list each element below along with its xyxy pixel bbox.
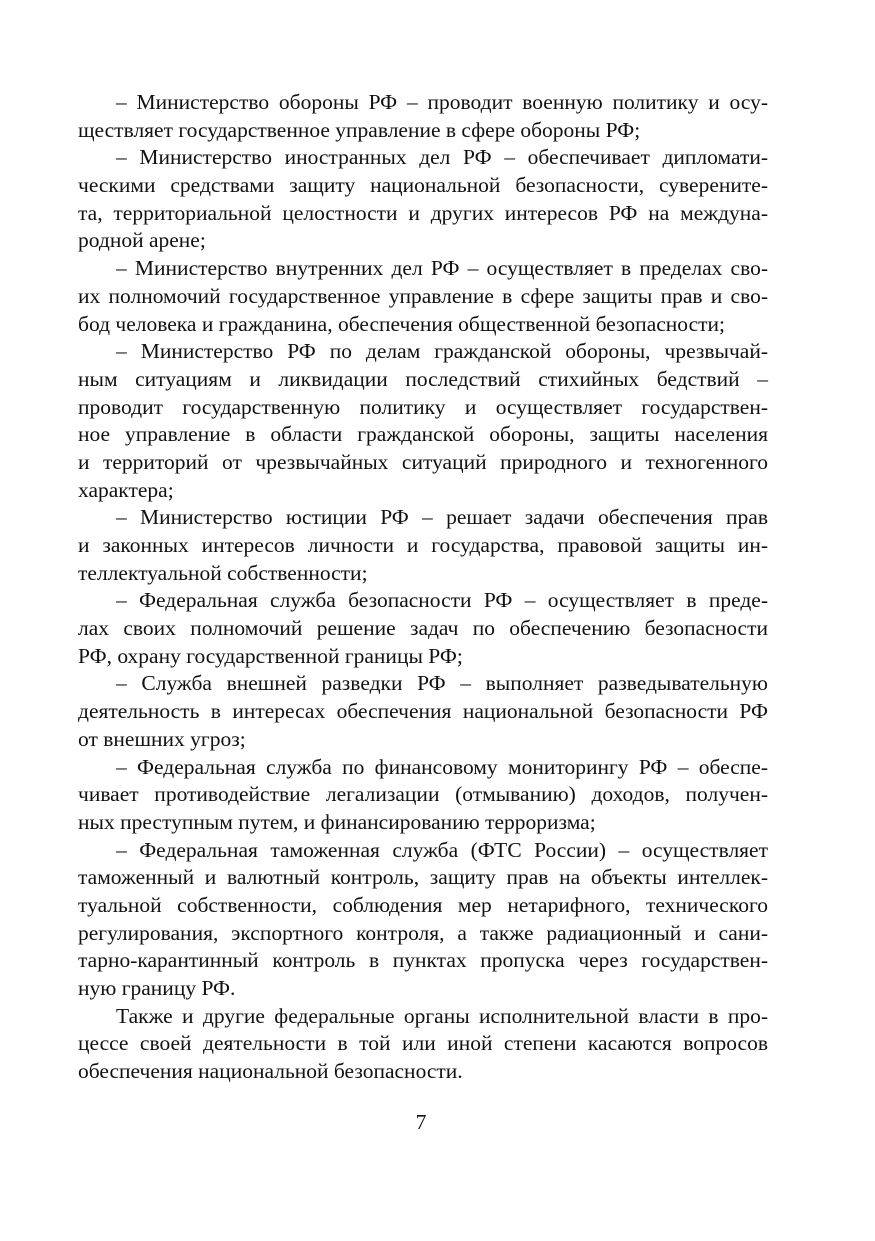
- text-line: – Служба внешней разведки РФ – выполняет разведывательную: [116, 671, 768, 696]
- text-line: от внешних угроз;: [78, 726, 246, 751]
- text-line: регулирования, экспортного контроля, а также радиационный и сани-: [78, 920, 768, 945]
- text-line: Также и другие федеральные органы исполнительной власти в про-: [116, 1003, 768, 1028]
- text-line: деятельность в интересах обеспечения национальной безопасности РФ: [78, 699, 768, 724]
- text-line: лах своих полномочий решение задач по обеспечению безопасности: [78, 616, 768, 641]
- paragraph: [78, 587, 768, 670]
- text-line: чивает противодействие легализации (отмыванию) доходов, получен-: [78, 782, 768, 807]
- text-line: ным ситуациям и ликвидации последствий стихийных бедствий –: [78, 366, 768, 391]
- text-line: – Министерство обороны РФ – проводит военную политику и осу-: [116, 90, 768, 114]
- paragraph: [78, 1003, 768, 1086]
- text-line: – Федеральная таможенная служба (ФТС России) – осуществляет: [116, 837, 768, 862]
- text-line: бод человека и гражданина, обеспечения общественной безопасности;: [78, 311, 725, 336]
- text-line: их полномочий государственное управление в сфере защиты прав и сво-: [78, 283, 768, 308]
- text-line: – Министерство юстиции РФ – решает задачи обеспечения прав: [116, 505, 768, 530]
- text-line: – Федеральная служба безопасности РФ – осуществляет в преде-: [116, 588, 768, 613]
- paragraph: [78, 338, 768, 504]
- paragraph: [78, 754, 768, 837]
- text-line: родной арене;: [78, 228, 206, 253]
- text-line: – Министерство иностранных дел РФ – обеспечивает дипломати-: [116, 145, 768, 170]
- text-line: РФ, охрану государственной границы РФ;: [78, 643, 463, 668]
- text-line: ную границу РФ.: [78, 976, 236, 1000]
- paragraph: [78, 255, 768, 338]
- text-line: обеспечения национальной безопасности.: [78, 1059, 463, 1084]
- text-line: туальной собственности, соблюдения мер нетарифного, технического: [78, 892, 768, 917]
- text-line: тарно-карантинный контроль в пунктах пропуска через государствен-: [78, 948, 768, 973]
- body-text: [78, 89, 768, 1086]
- paragraph: [78, 670, 768, 753]
- text-line: цессе своей деятельности в той или иной степени касаются вопросов: [78, 1031, 768, 1056]
- text-line: ное управление в области гражданской обороны, защиты населения: [78, 422, 768, 447]
- paragraph: [78, 504, 768, 587]
- text-line: теллектуальной собственности;: [78, 560, 368, 585]
- text-line: и законных интересов личности и государства, правовой защиты ин-: [78, 533, 768, 557]
- text-line: ческими средствами защиту национальной безопасности, суверените-: [78, 173, 768, 198]
- paragraph: [78, 144, 768, 255]
- paragraph: [78, 837, 768, 1003]
- text-line: проводит государственную политику и осуществляет государствен-: [78, 394, 768, 419]
- text-line: ществляет государственное управление в сфере обороны РФ;: [78, 117, 641, 142]
- paragraph: [78, 89, 768, 144]
- text-line: характера;: [78, 477, 174, 502]
- text-line: – Федеральная служба по финансовому мониторингу РФ – обеспе-: [116, 754, 768, 779]
- text-line: та, территориальной целостности и других интересов РФ на междуна-: [78, 200, 768, 225]
- text-line: ных преступным путем, и финансированию терроризма;: [78, 809, 596, 834]
- text-line: – Министерство внутренних дел РФ – осуществляет в пределах сво-: [116, 256, 768, 281]
- page-number: 7: [415, 1110, 427, 1134]
- text-line: таможенный и валютный контроль, защиту прав на объекты интеллек-: [78, 865, 768, 890]
- text-line: – Министерство РФ по делам гражданской обороны, чрезвычай-: [116, 339, 768, 364]
- text-line: и территорий от чрезвычайных ситуаций природного и техногенного: [78, 449, 768, 474]
